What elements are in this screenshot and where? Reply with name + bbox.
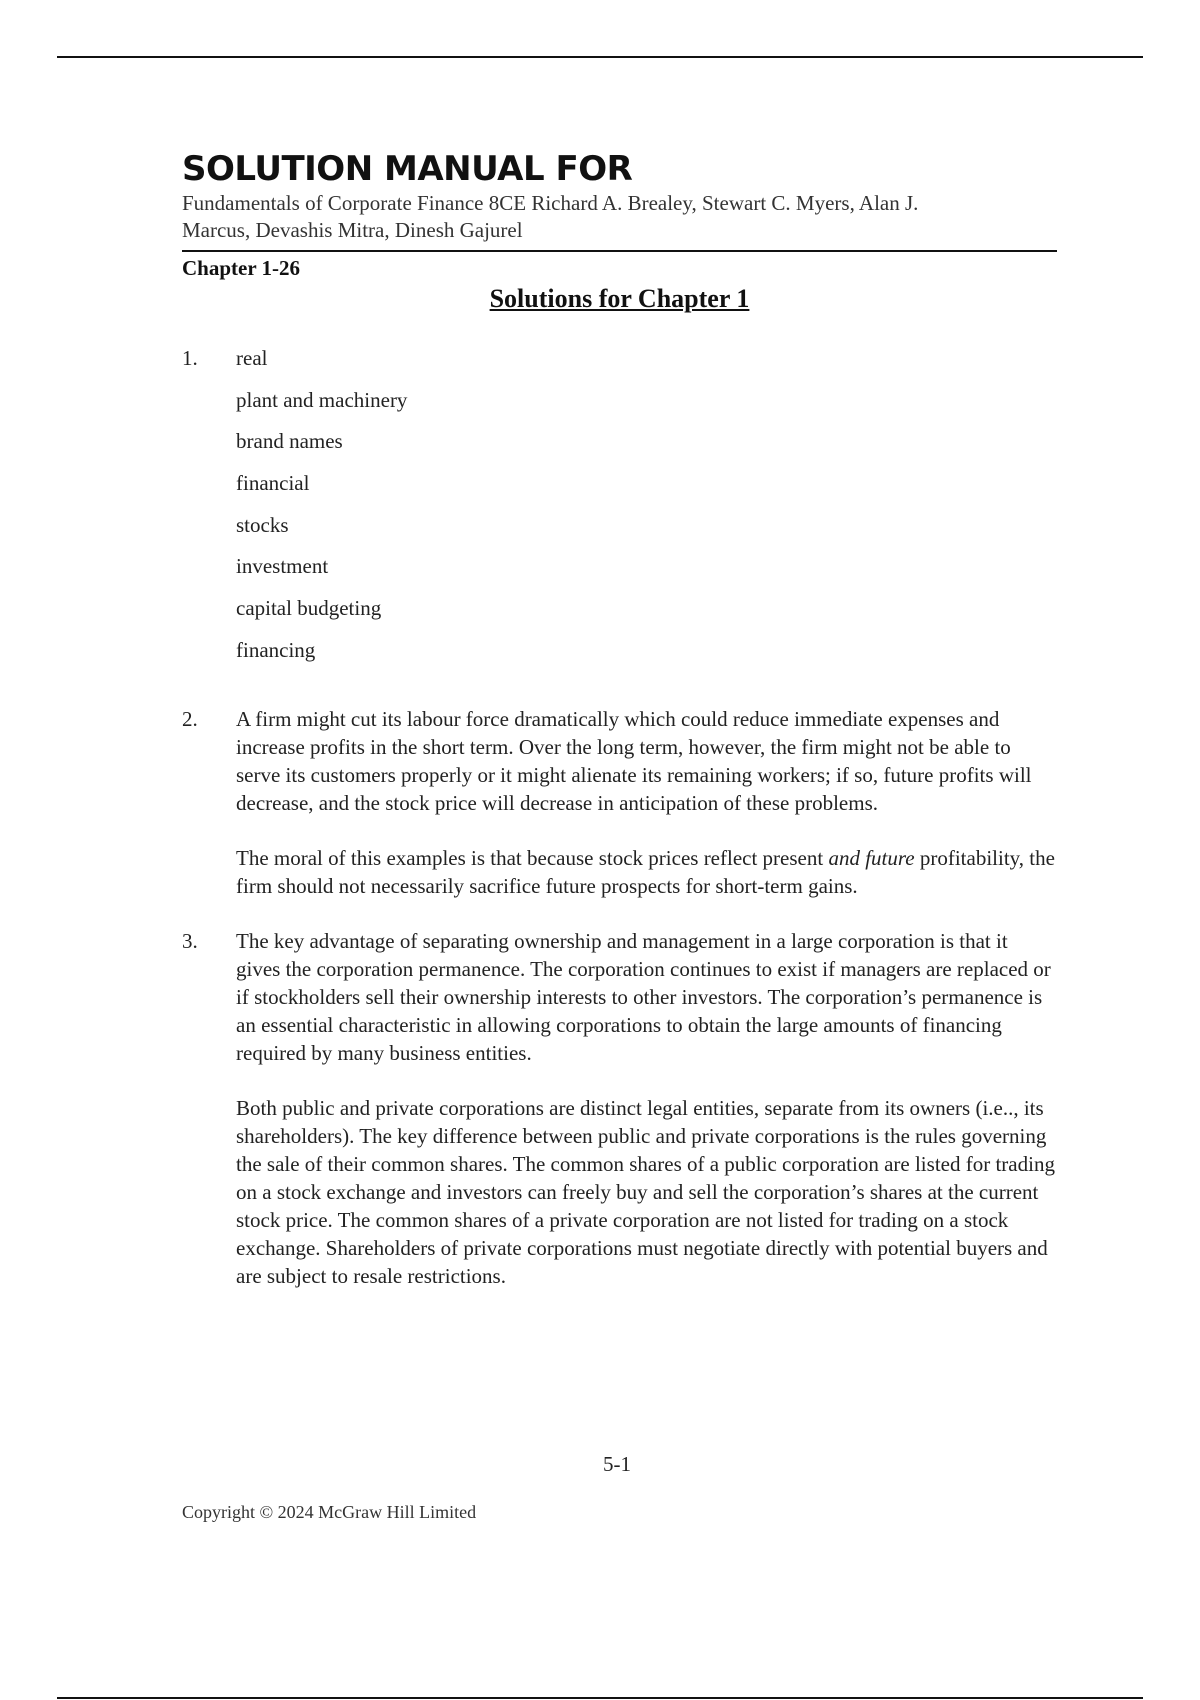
- paragraph-text: profitability, the firm should not necessarily sacrifice future prospects for short-term gains.: [236, 845, 1055, 898]
- answer-term: real: [236, 346, 268, 370]
- answer-term: capital budgeting: [236, 596, 382, 621]
- document-page: [182, 150, 1057, 1290]
- answer-paragraph: Both public and private corporations are distinct legal entities, separate from its owners (i.e.., its shareholders). The key difference between public and private corporations is the rules governing the sale of their common shares. The common shares of a public corporation are listed for trading on a stock exchange and investors can freely buy and sell the corporation’s shares at the current stock price. The common shares of a private corporation are not listed for trading on a stock exchange. Shareholders of private corporations must negotiate directly with potential buyers and are subject to resale restrictions.: [236, 1095, 1055, 1288]
- question-list: [182, 344, 1057, 1290]
- answer-paragraph: [236, 844, 1057, 900]
- answer-term: brand names: [236, 429, 343, 454]
- answer-term: stocks: [236, 512, 289, 537]
- answer-term: investment: [236, 554, 329, 579]
- question-1: [182, 344, 1057, 664]
- answer-term: financial: [236, 471, 310, 496]
- question-number: 2.: [182, 706, 198, 731]
- top-rule: [57, 56, 1143, 58]
- subtitle-line-2: Marcus, Devashis Mitra, Dinesh Gajurel: [182, 218, 523, 242]
- question-number: 3.: [182, 928, 198, 953]
- copyright-notice: Copyright © 2024 McGraw Hill Limited: [182, 1502, 477, 1522]
- page-number: 5-1: [603, 1452, 631, 1476]
- emphasis-text: and future: [828, 845, 915, 870]
- paragraph-text: The moral of this examples is that because stock prices reflect present: [236, 845, 829, 870]
- answer-term: financing: [236, 637, 316, 662]
- subtitle-line-1: Fundamentals of Corporate Finance 8CE Richard A. Brealey, Stewart C. Myers, Alan J.: [182, 191, 919, 215]
- section-title: Solutions for Chapter 1: [489, 284, 750, 313]
- answer-paragraph: A firm might cut its labour force dramatically which could reduce immediate expenses and increase profits in the short term. Over the long term, however, the firm might not be able to serve its customers properly or it might alienate its remaining workers; if so, future profits will decrease, and the stock price will decrease in anticipation of these problems.: [236, 706, 1032, 815]
- answer-paragraph: The key advantage of separating ownership and management in a large corporation is that it gives the corporation permanence. The corporation continues to exist if managers are replaced or if stockholders sell their ownership interests to other investors. The corporation’s permanence is an essential characteristic in allowing corporations to obtain the large amounts of financing required by many business entities.: [236, 928, 1051, 1065]
- book-subtitle: [182, 190, 1057, 244]
- header-divider: [182, 250, 1057, 252]
- answer-term: plant and machinery: [236, 387, 408, 412]
- bottom-rule: [57, 1697, 1143, 1699]
- question-number: 1.: [182, 346, 198, 370]
- manual-title: SOLUTION MANUAL FOR: [182, 149, 633, 189]
- chapter-range: Chapter 1-26: [182, 256, 301, 280]
- question-3: [182, 927, 1057, 1290]
- question-2: [182, 705, 1057, 900]
